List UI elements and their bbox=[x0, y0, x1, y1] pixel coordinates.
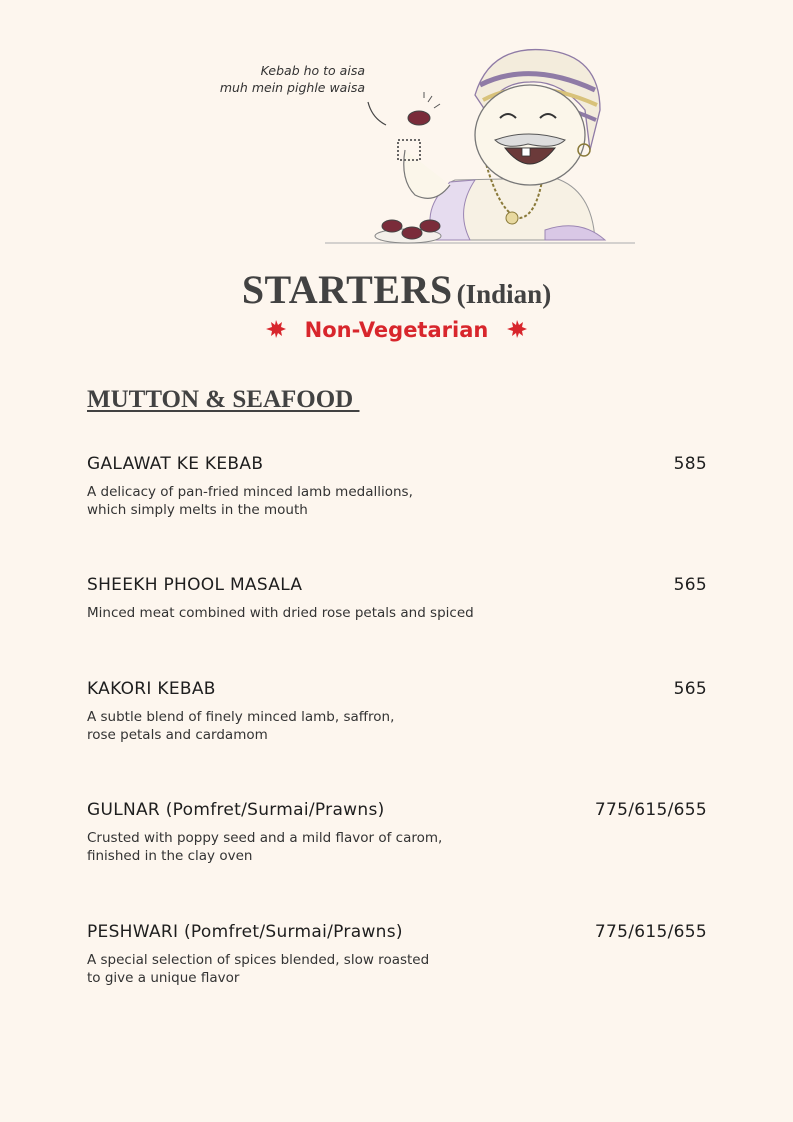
item-description: Crusted with poppy seed and a mild flavor of carom, finished in the clay oven bbox=[87, 830, 443, 864]
title-suffix: (Indian) bbox=[456, 279, 552, 309]
item-price: 565 bbox=[673, 679, 707, 699]
item-name: GALAWAT KE KEBAB bbox=[87, 454, 264, 474]
menu-item bbox=[87, 800, 707, 865]
maple-leaf-right-icon bbox=[506, 319, 528, 339]
menu-item bbox=[87, 679, 707, 744]
item-name: KAKORI KEBAB bbox=[87, 679, 216, 699]
speech-line-2: muh mein pighle waisa bbox=[219, 80, 365, 95]
title-main: STARTERS bbox=[241, 267, 453, 312]
section-heading: MUTTON & SEAFOOD bbox=[87, 386, 360, 413]
speech-bubble bbox=[200, 62, 365, 96]
item-price: 775/615/655 bbox=[594, 922, 707, 942]
item-description: A special selection of spices blended, slow roasted to give a unique flavor bbox=[87, 952, 430, 986]
category-subtitle bbox=[0, 318, 793, 342]
item-price: 585 bbox=[673, 454, 707, 474]
menu-item bbox=[87, 922, 707, 987]
subtitle-label: Non-Vegetarian bbox=[304, 318, 489, 342]
item-price: 775/615/655 bbox=[594, 800, 707, 820]
menu-item bbox=[87, 575, 707, 622]
item-description: A delicacy of pan-fried minced lamb medallions, which simply melts in the mouth bbox=[87, 484, 413, 518]
item-name: GULNAR (Pomfret/Surmai/Prawns) bbox=[87, 800, 385, 820]
maple-leaf-left-icon bbox=[265, 319, 287, 339]
speech-line-1: Kebab ho to aisa bbox=[260, 63, 365, 78]
item-name: SHEEKH PHOOL MASALA bbox=[87, 575, 303, 595]
page-title bbox=[0, 266, 793, 313]
menu-item bbox=[87, 454, 707, 519]
item-price: 565 bbox=[673, 575, 707, 595]
item-description: A subtle blend of finely minced lamb, saffron, rose petals and cardamom bbox=[87, 709, 395, 743]
item-name: PESHWARI (Pomfret/Surmai/Prawns) bbox=[87, 922, 403, 942]
item-description: Minced meat combined with dried rose petals and spiced bbox=[87, 605, 474, 621]
